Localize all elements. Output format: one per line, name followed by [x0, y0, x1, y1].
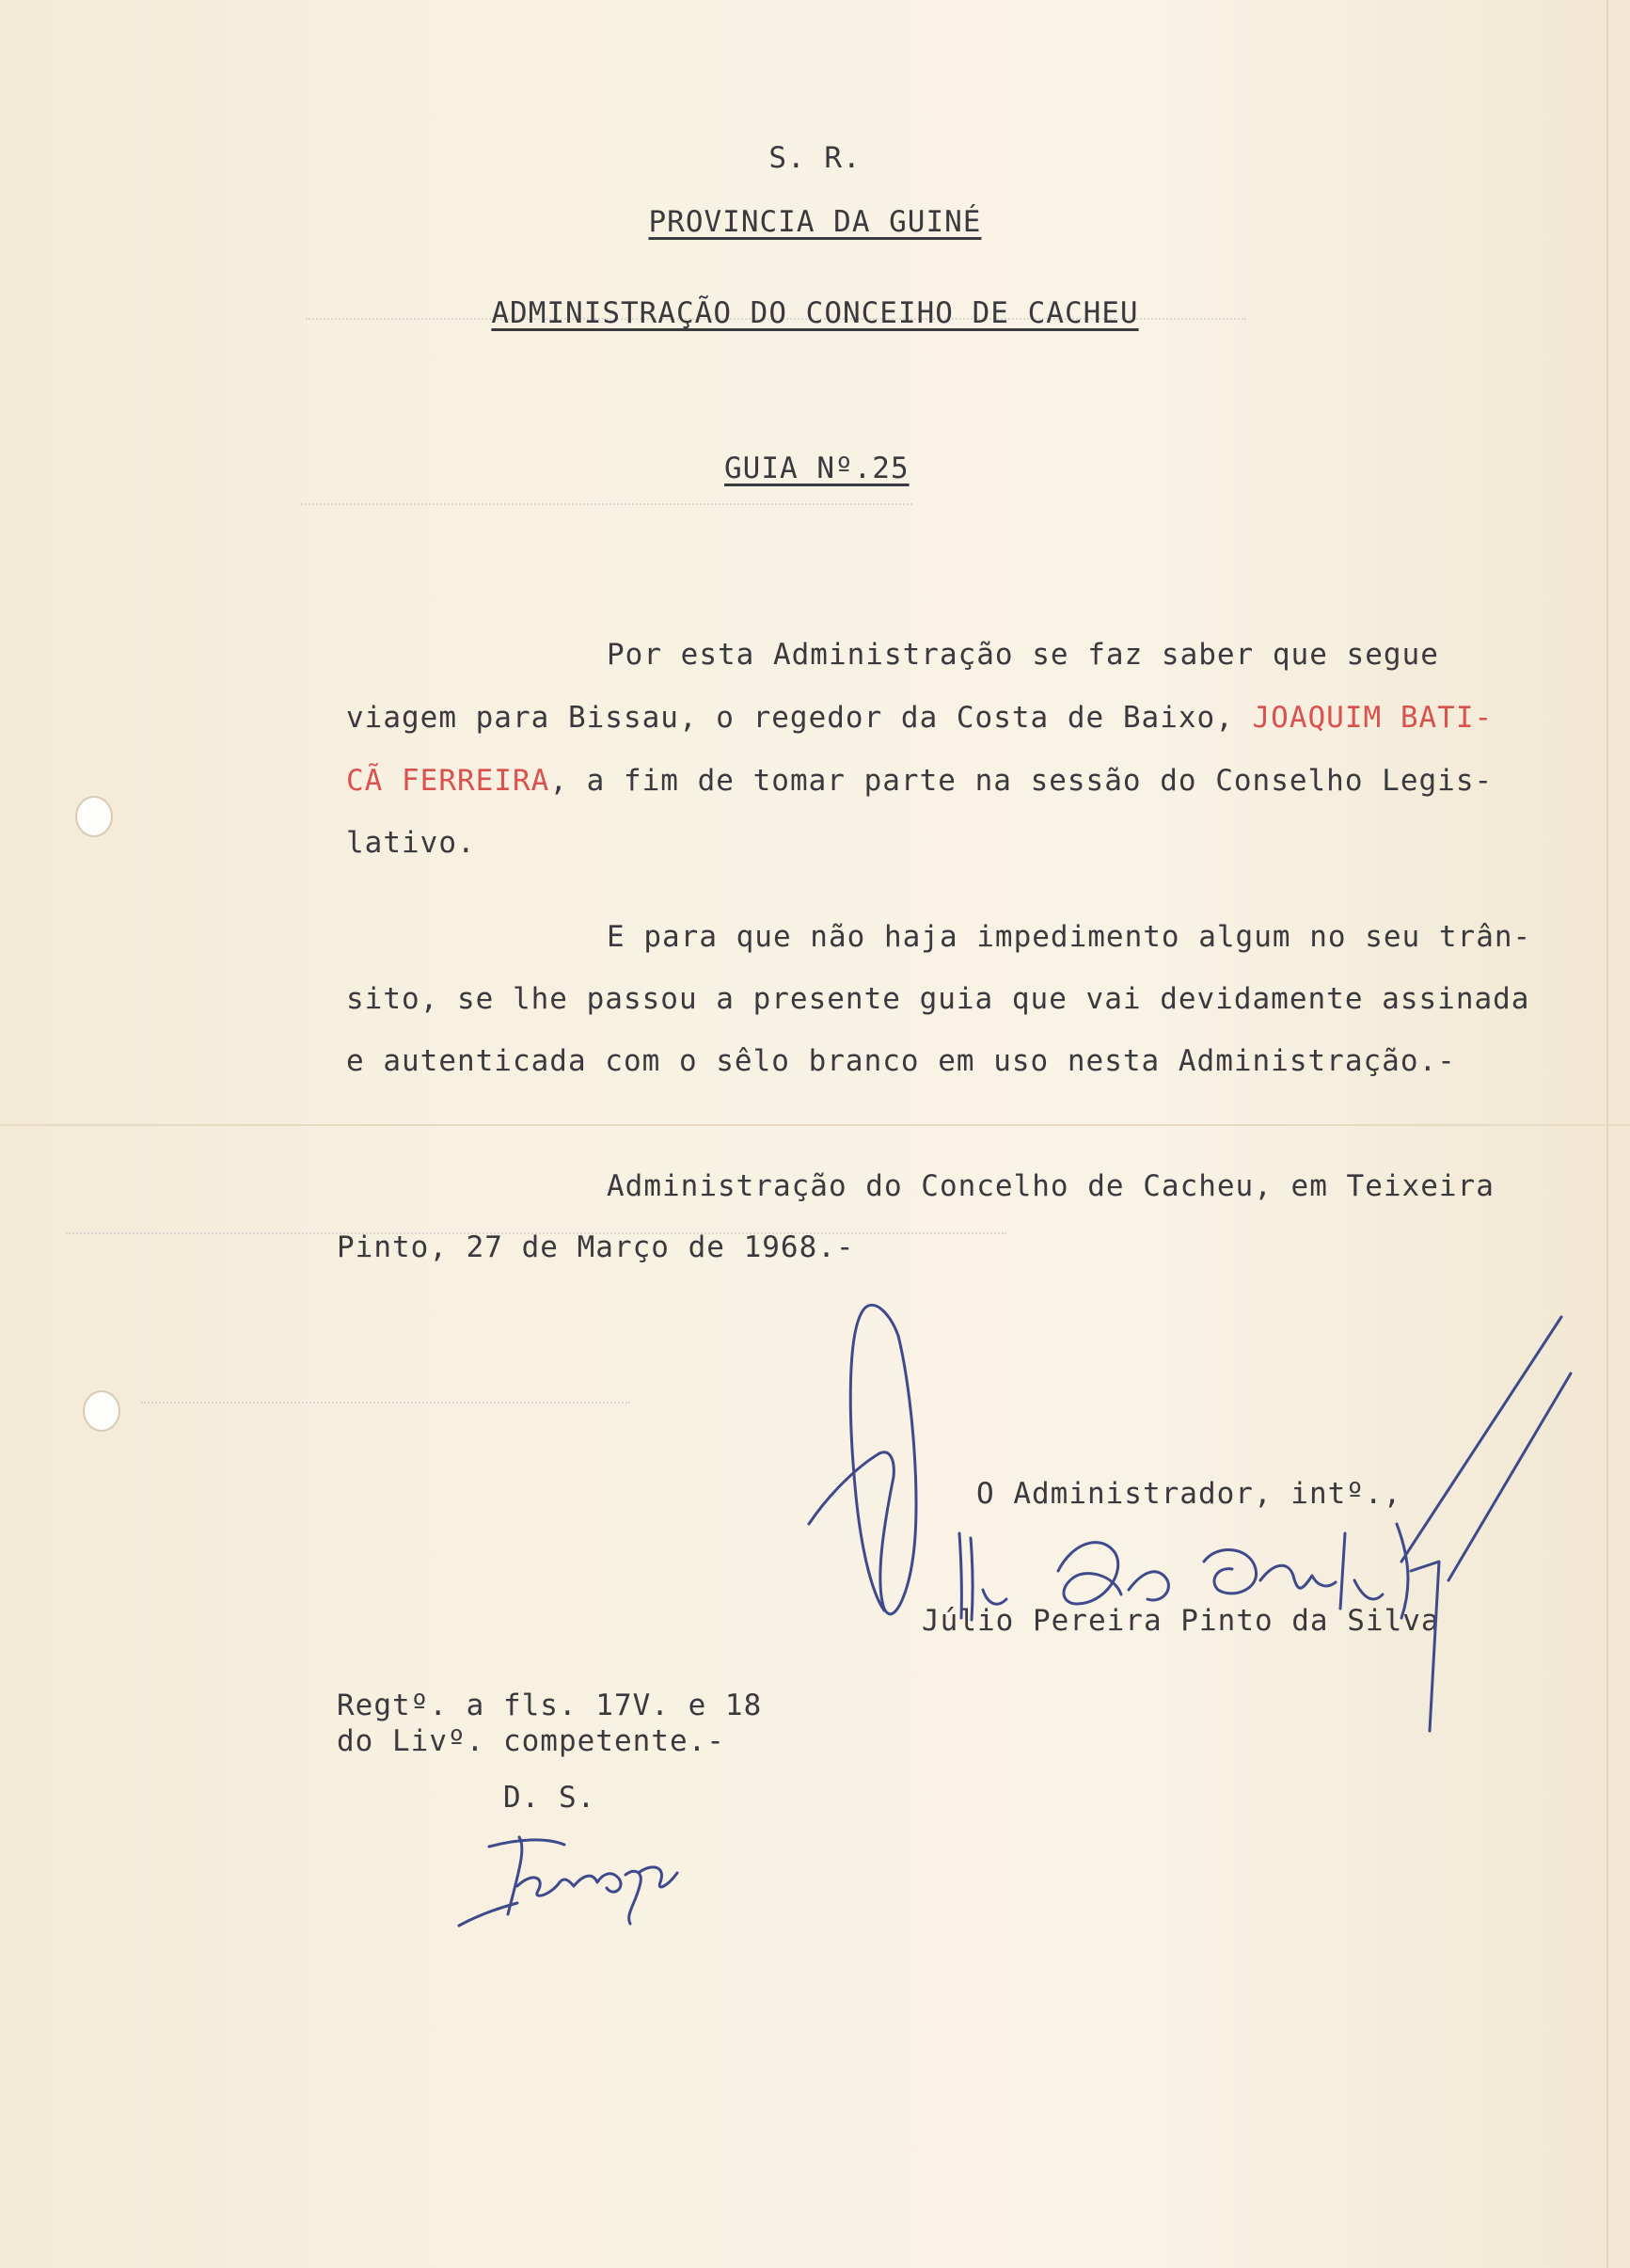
registration-line-2: do Livº. competente.- [337, 1724, 725, 1758]
place-date-line-2: Pinto, 27 de Março de 1968.- [337, 1230, 855, 1264]
paragraph-1-line-4: lativo. [346, 826, 476, 860]
paragraph-1-line-3: CÃ FERREIRA, a fim de tomar parte na sessão do Conselho Legis- [346, 764, 1494, 798]
administrator-title: O Administrador, intº., [976, 1477, 1402, 1511]
traveler-name-part-2: CÃ FERREIRA [346, 764, 550, 798]
administrator-signature [790, 1279, 1580, 1750]
paragraph-1-line-2: viagem para Bissau, o regedor da Costa de Baixo, JOAQUIM BATI- [346, 701, 1494, 735]
punch-hole-top [75, 796, 113, 837]
guide-number: GUIA Nº.25 [724, 452, 910, 485]
bleed-through-line [141, 1373, 630, 1404]
administrator-name: Júlio Pereira Pinto da Silva [922, 1604, 1440, 1638]
punch-hole-bottom [83, 1390, 120, 1432]
paragraph-2-line-3: e autenticada com o sêlo branco em uso nesta Administração.- [346, 1044, 1456, 1078]
fold-line-horizontal [0, 1124, 1630, 1126]
paragraph-2-line-1: E para que não haja impedimento algum no seu trân- [607, 920, 1532, 954]
fold-line-vertical [1606, 0, 1608, 2268]
traveler-name-part-1: JOAQUIM BATI- [1252, 701, 1494, 735]
registration-line-1: Regtº. a fls. 17V. e 18 [337, 1689, 763, 1722]
ds-initials: D. S. [503, 1781, 596, 1815]
paragraph-1-line-1: Por esta Administração se faz saber que segue [607, 638, 1439, 672]
administration-heading: ADMINISTRAÇÃO DO CONCEIHO DE CACHEU [491, 296, 1139, 330]
paragraph-2-line-2: sito, se lhe passou a presente guia que vai devidamente assinada [346, 982, 1530, 1016]
place-date-line-1: Administração do Concelho de Cacheu, em Teixeira [607, 1169, 1495, 1203]
salutation-sr: S. R. [768, 141, 862, 175]
registrar-signature [451, 1820, 696, 1933]
province-heading: PROVINCIA DA GUINÉ [648, 205, 982, 239]
